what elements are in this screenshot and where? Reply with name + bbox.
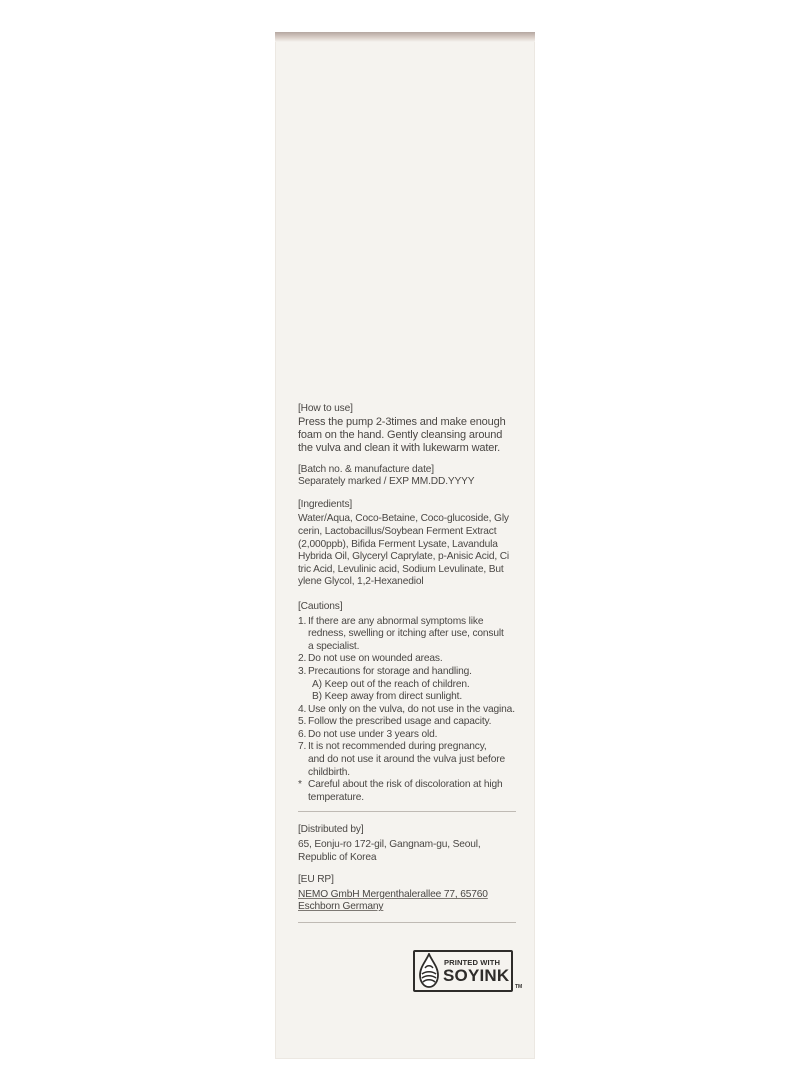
- caution-line: Precautions for storage and handling.: [308, 665, 472, 677]
- cautions-list: [298, 616, 524, 805]
- caution-line: childbirth.: [308, 766, 350, 778]
- address-line: Republic of Korea: [298, 851, 377, 863]
- caution-item: [298, 716, 524, 729]
- printed-with-text: PRINTED WITH: [444, 958, 501, 967]
- how-to-use-line: foam on the hand. Gently cleansing around: [298, 428, 503, 441]
- ingredients-line: (2,000ppb), Bifida Ferment Lysate, Lavandula: [298, 538, 498, 550]
- how-to-use-line: Press the pump 2-3times and make enough: [298, 415, 506, 428]
- batch-header: [Batch no. & manufacture date]: [298, 463, 434, 475]
- caution-line: and do not use it around the vulva just before: [308, 754, 505, 766]
- caution-number: 6.: [298, 728, 307, 740]
- distributed-by-section: [298, 824, 524, 864]
- caution-number: 3.: [298, 665, 307, 677]
- caution-item: [298, 741, 524, 779]
- caution-item: [298, 729, 524, 742]
- cautions-section: [298, 601, 524, 805]
- ink-drop-icon: [417, 953, 441, 989]
- address-line: 65, Eonju-ro 172-gil, Gangnam-gu, Seoul,: [298, 839, 481, 851]
- divider: [298, 922, 516, 923]
- eu-rp-address: [298, 889, 524, 914]
- caution-number: 5.: [298, 716, 307, 728]
- caution-line: It is not recommended during pregnancy,: [308, 741, 487, 753]
- caution-line: Do not use under 3 years old.: [308, 728, 438, 740]
- eu-rp-header: [EU RP]: [298, 874, 334, 886]
- caution-number: 4.: [298, 703, 307, 715]
- caution-item: [298, 653, 524, 666]
- caution-number: 7.: [298, 741, 307, 753]
- caution-line: Use only on the vulva, do not use in the vagina.: [308, 703, 515, 715]
- caution-number: 2.: [298, 653, 307, 665]
- trademark-text: TM: [515, 984, 523, 990]
- cautions-header: [Cautions]: [298, 600, 343, 612]
- soyink-text: SOYINK: [443, 966, 510, 985]
- caution-line: temperature.: [308, 791, 364, 803]
- batch-section: [298, 464, 524, 489]
- ingredients-line: Water/Aqua, Coco-Betaine, Coco-glucoside, Gly: [298, 513, 509, 525]
- caution-line: a specialist.: [308, 640, 360, 652]
- caution-line: redness, swelling or itching after use, consult: [308, 628, 504, 640]
- how-to-use-line: the vulva and clean it with lukewarm water.: [298, 441, 501, 454]
- caution-line: Follow the prescribed usage and capacity.: [308, 716, 492, 728]
- batch-text: Separately marked / EXP MM.DD.YYYY: [298, 476, 475, 488]
- distributed-by-address: [298, 839, 524, 864]
- caution-note: [298, 779, 524, 804]
- ingredients-line: ylene Glycol, 1,2-Hexanediol: [298, 576, 424, 588]
- distributed-by-header: [Distributed by]: [298, 824, 364, 836]
- caution-subline: A) Keep out of the reach of children.: [312, 678, 470, 690]
- caution-asterisk: *: [298, 779, 302, 791]
- caution-line: Careful about the risk of discoloration at high: [308, 779, 503, 791]
- address-line: NEMO GmbH Mergenthalerallee 77, 65760: [298, 888, 488, 900]
- caution-line: If there are any abnormal symptoms like: [308, 615, 484, 627]
- how-to-use-text: [298, 416, 524, 455]
- address-line: Eschborn Germany: [298, 901, 384, 913]
- ingredients-header: [Ingredients]: [298, 498, 353, 510]
- soy-ink-logo: [413, 950, 525, 998]
- ingredients-line: tric Acid, Levulinic acid, Sodium Levulinate, But: [298, 563, 504, 575]
- eu-rp-section: [298, 874, 524, 914]
- caution-item: [298, 616, 524, 654]
- ingredients-line: Hybrida Oil, Glyceryl Caprylate, p-Anisic Acid, Ci: [298, 551, 510, 563]
- caution-item: [298, 704, 524, 717]
- caution-item: [298, 666, 524, 704]
- ingredients-line: cerin, Lactobacillus/Soybean Ferment Extract: [298, 525, 497, 537]
- caution-line: Do not use on wounded areas.: [308, 653, 443, 665]
- box-top-edge: [275, 32, 535, 42]
- label-text: [298, 403, 524, 935]
- caution-number: 1.: [298, 615, 307, 627]
- ingredients-text: [298, 513, 524, 589]
- caution-subline: B) Keep away from direct sunlight.: [312, 691, 463, 703]
- how-to-use-section: [298, 403, 524, 455]
- ingredients-section: [298, 499, 524, 589]
- how-to-use-header: [How to use]: [298, 403, 353, 414]
- divider: [298, 811, 516, 812]
